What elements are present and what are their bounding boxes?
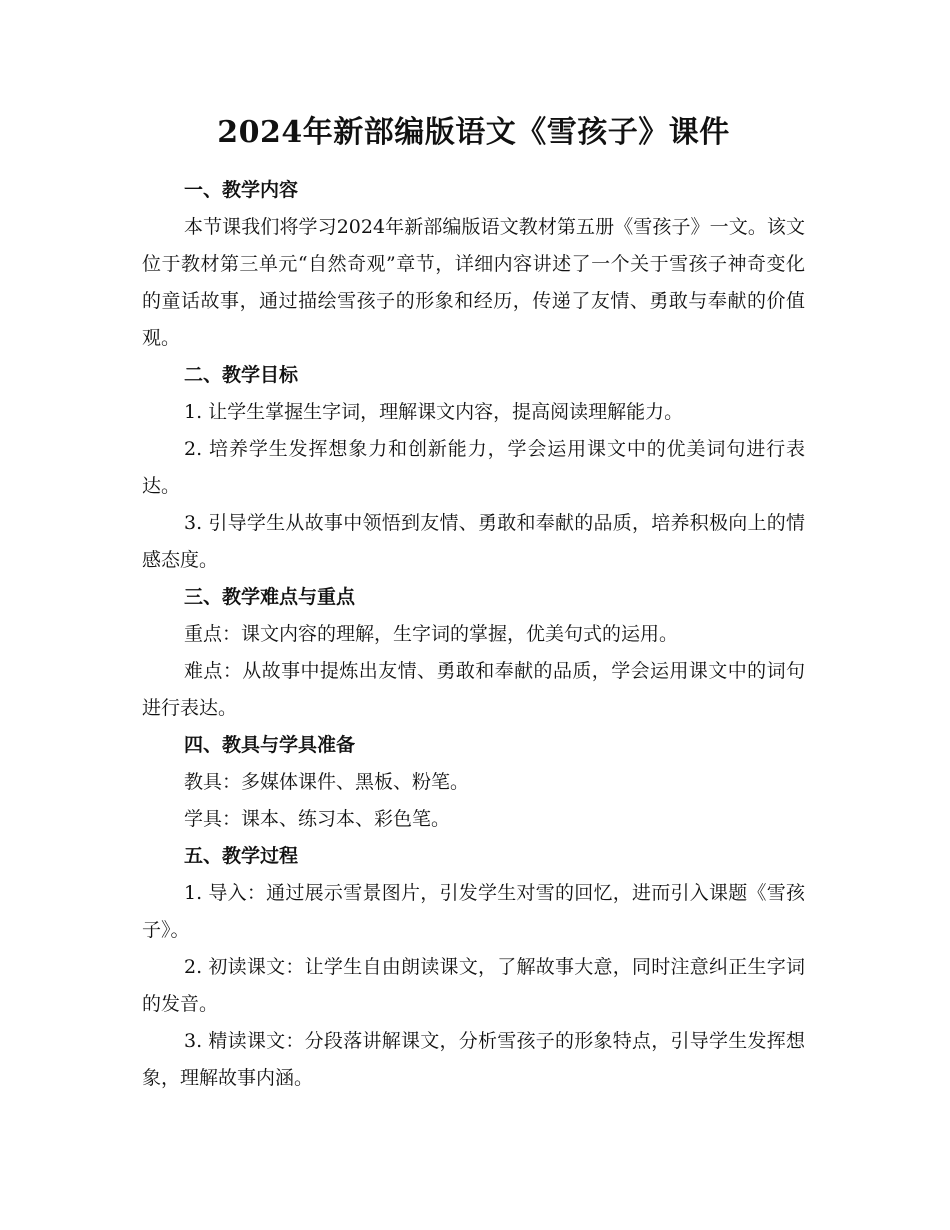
paragraph: 难点：从故事中提炼出友情、勇敢和奉献的品质，学会运用课文中的词句进行表达。 [142, 660, 805, 719]
section-teaching-objectives [142, 357, 805, 579]
section-heading: 二、教学目标 [184, 364, 299, 386]
paragraph: 重点：课文内容的理解，生字词的掌握，优美句式的运用。 [184, 623, 679, 645]
paragraph: 教具：多媒体课件、黑板、粉笔。 [184, 771, 470, 793]
document-title: 2024年新部编版语文《雪孩子》课件 [217, 115, 730, 150]
paragraph: 1. 导入：通过展示雪景图片，引发学生对雪的回忆，进而引入课题《雪孩子》。 [142, 882, 805, 941]
section-teaching-process [142, 838, 805, 1097]
section-teaching-aids [142, 727, 805, 838]
paragraph: 1. 让学生掌握生字词，理解课文内容，提高阅读理解能力。 [184, 401, 684, 423]
section-heading: 四、教具与学具准备 [184, 734, 356, 756]
paragraph: 2. 培养学生发挥想象力和创新能力，学会运用课文中的优美词句进行表达。 [142, 438, 805, 497]
section-heading: 一、教学内容 [184, 179, 299, 201]
section-heading: 五、教学过程 [184, 845, 299, 867]
paragraph: 本节课我们将学习2024年新部编版语文教材第五册《雪孩子》一文。该文位于教材第三单元“自然奇观”章节，详细内容讲述了一个关于雪孩子神奇变化的童话故事，通过描绘雪孩子的形象和经历，传递了友情、勇敢与奉献的价值观。 [142, 216, 805, 349]
section-heading: 三、教学难点与重点 [184, 586, 356, 608]
paragraph: 3. 引导学生从故事中领悟到友情、勇敢和奉献的品质，培养积极向上的情感态度。 [142, 512, 805, 571]
section-teaching-content [142, 172, 805, 357]
paragraph: 2. 初读课文：让学生自由朗读课文，了解故事大意，同时注意纠正生字词的发音。 [142, 956, 805, 1015]
document-page [142, 108, 805, 1097]
section-difficulties-and-focus [142, 579, 805, 727]
paragraph: 3. 精读课文：分段落讲解课文，分析雪孩子的形象特点，引导学生发挥想象，理解故事内涵。 [142, 1030, 805, 1089]
paragraph: 学具：课本、练习本、彩色笔。 [184, 808, 451, 830]
